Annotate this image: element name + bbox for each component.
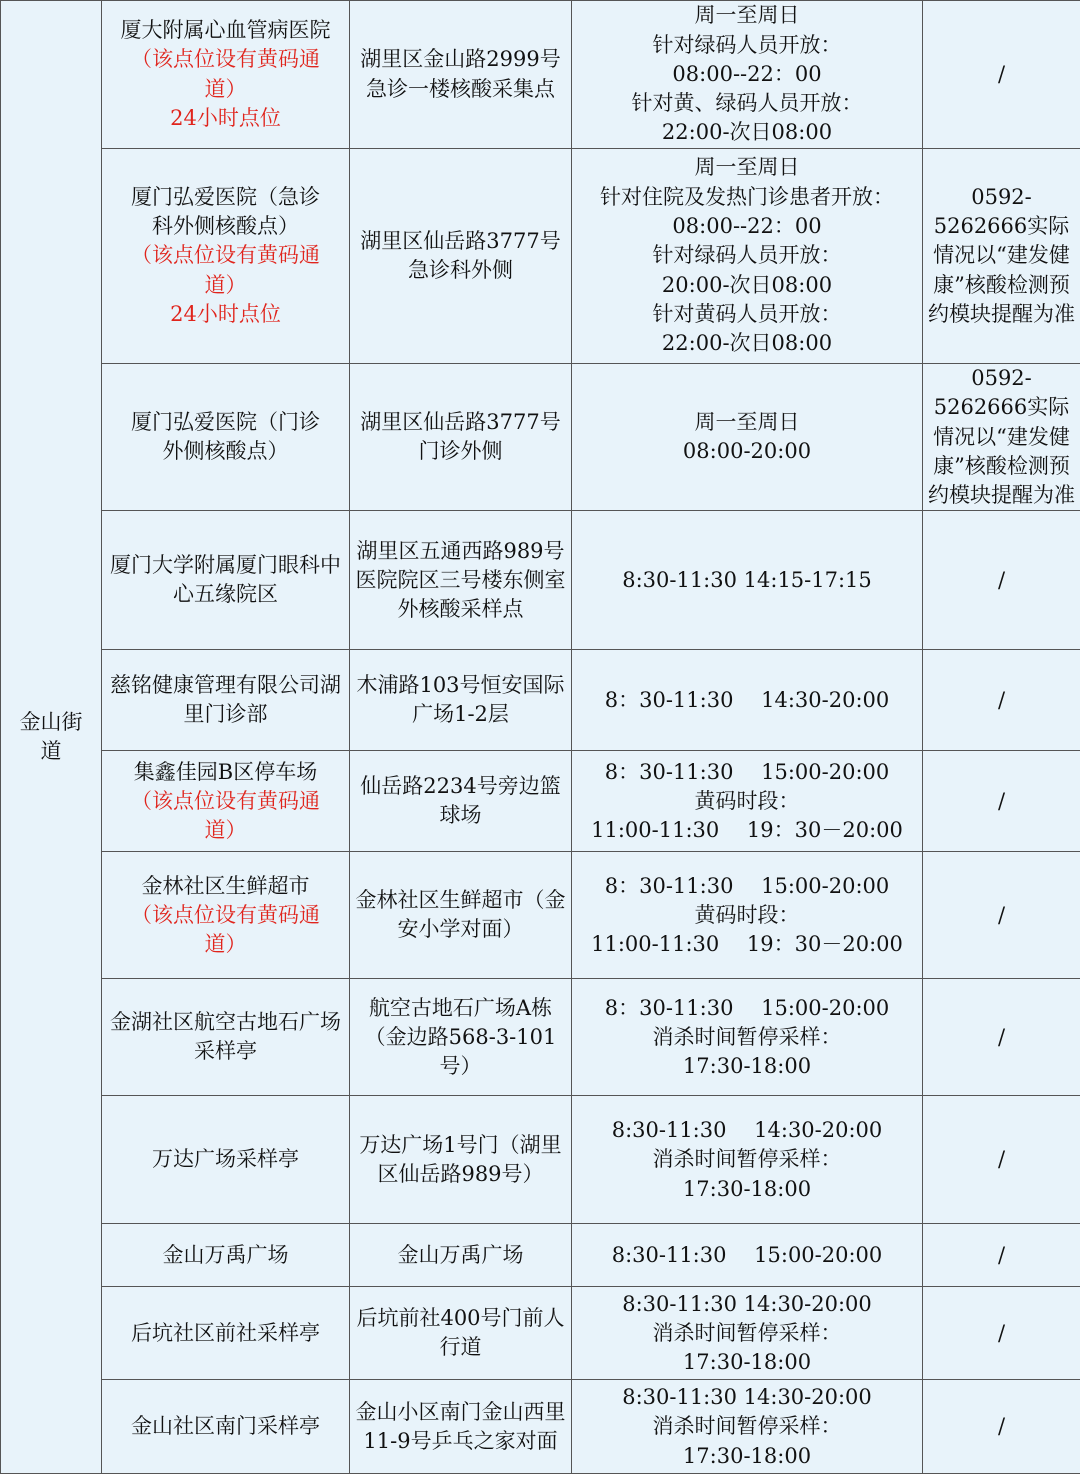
phone-cell	[923, 1224, 1080, 1287]
address-cell	[350, 751, 572, 852]
table-row	[1, 149, 1080, 364]
address: 湖里区仙岳路3777号急诊科外侧	[360, 229, 560, 282]
site-name: 集鑫佳园B区停车场	[106, 758, 345, 787]
phone: /	[998, 688, 1005, 712]
hours-line: 8：30-11:30 15:00-20:00	[576, 758, 918, 787]
hours-line: 8:30-11:30 14:30-20:00	[576, 1383, 918, 1412]
hours-line: 8：30-11:30 15:00-20:00	[576, 994, 918, 1023]
hours-line: 针对绿码人员开放：	[576, 31, 918, 60]
hours-cell	[572, 1096, 923, 1224]
hours-line: 黄码时段：	[576, 787, 918, 816]
address-cell	[350, 1380, 572, 1474]
hours-cell	[572, 149, 923, 364]
hours-line: 17:30-18:00	[576, 1175, 918, 1204]
phone-cell	[923, 1, 1080, 149]
address-cell	[350, 979, 572, 1096]
hours-cell	[572, 751, 923, 852]
site-name-cell	[102, 511, 350, 650]
hours-line: 8：30-11:30 15:00-20:00	[576, 872, 918, 901]
phone: /	[998, 1414, 1005, 1438]
yellow-code-note: （该点位设有黄码通道）	[106, 45, 345, 104]
phone: /	[998, 568, 1005, 592]
site-name-cell	[102, 1, 350, 149]
table-row	[1, 511, 1080, 650]
site-name: 金山万禹广场	[106, 1241, 345, 1270]
hours-line: 周一至周日	[576, 1, 918, 30]
site-name: 慈铭健康管理有限公司湖里门诊部	[106, 671, 345, 730]
phone-cell	[923, 1287, 1080, 1380]
hours-line: 08:00--22：00	[576, 212, 918, 241]
site-name: 万达广场采样亭	[106, 1145, 345, 1174]
address-cell	[350, 1224, 572, 1287]
address: 金山小区南门金山西里11-9号乒乓之家对面	[356, 1400, 566, 1453]
site-name-cell	[102, 979, 350, 1096]
site-name-cell	[102, 852, 350, 979]
phone: 0592-5262666实际情况以“建发健康”核酸检测预约模块提醒为准	[928, 185, 1075, 326]
yellow-code-note: （该点位设有黄码通道）	[106, 787, 345, 846]
hours-line: 08:00--22：00	[576, 60, 918, 89]
24h-note: 24小时点位	[106, 104, 345, 133]
hours-line: 8:30-11:30 14:15-17:15	[576, 566, 918, 595]
phone-cell	[923, 511, 1080, 650]
address-cell	[350, 650, 572, 751]
hours-line: 周一至周日	[576, 153, 918, 182]
hours-line: 周一至周日	[576, 408, 918, 437]
hours-line: 17:30-18:00	[576, 1348, 918, 1377]
hours-line: 消杀时间暂停采样：	[576, 1319, 918, 1348]
address-cell	[350, 1096, 572, 1224]
phone-cell	[923, 1380, 1080, 1474]
hours-cell	[572, 511, 923, 650]
street-cell	[1, 1, 102, 1474]
address-cell	[350, 364, 572, 511]
phone: 0592-5262666实际情况以“建发健康”核酸检测预约模块提醒为准	[928, 366, 1075, 507]
phone-cell	[923, 364, 1080, 511]
hours-cell	[572, 1287, 923, 1380]
table-row	[1, 1, 1080, 149]
hours-line: 8:30-11:30 15:00-20:00	[576, 1241, 918, 1270]
hours-line: 针对黄、绿码人员开放：	[576, 89, 918, 118]
address-detail: 医院院区三号楼东侧室外核酸采样点	[354, 566, 567, 625]
address: 湖里区仙岳路3777号门诊外侧	[360, 410, 560, 463]
hours-line: 黄码时段：	[576, 901, 918, 930]
address: 万达广场1号门（湖里区仙岳路989号）	[359, 1133, 561, 1186]
hours-line: 22:00-次日08:00	[576, 118, 918, 147]
hours-line: 消杀时间暂停采样：	[576, 1023, 918, 1052]
hours-line: 11:00-11:30 19：30－20:00	[576, 816, 918, 845]
hours-line: 针对黄码人员开放：	[576, 300, 918, 329]
address: 湖里区金山路2999号急诊一楼核酸采集点	[360, 47, 560, 100]
address: 金山万禹广场	[398, 1243, 524, 1267]
site-name: 厦门弘爱医院（急诊科外侧核酸点）	[106, 183, 345, 242]
table-row	[1, 1380, 1080, 1474]
phone-cell	[923, 979, 1080, 1096]
hours-cell	[572, 1, 923, 149]
phone-cell	[923, 751, 1080, 852]
hours-cell	[572, 979, 923, 1096]
phone: /	[998, 789, 1005, 813]
phone: /	[998, 1025, 1005, 1049]
address: 湖里区五通西路989号	[354, 537, 567, 566]
table-row	[1, 364, 1080, 511]
site-name: 后坑社区前社采样亭	[106, 1319, 345, 1348]
address: 后坑前社400号门前人行道	[356, 1306, 564, 1359]
hours-line: 17:30-18:00	[576, 1442, 918, 1471]
address: 木浦路103号恒安国际广场1-2层	[356, 673, 564, 726]
yellow-code-note: （该点位设有黄码通道）	[106, 901, 345, 960]
hours-line: 消杀时间暂停采样：	[576, 1412, 918, 1441]
phone-cell	[923, 852, 1080, 979]
site-name-cell	[102, 364, 350, 511]
site-name-cell	[102, 1380, 350, 1474]
address-cell	[350, 149, 572, 364]
site-name-cell	[102, 650, 350, 751]
site-name: 厦门大学附属厦门眼科中心五缘院区	[106, 551, 345, 610]
phone-cell	[923, 1096, 1080, 1224]
hours-cell	[572, 1380, 923, 1474]
hours-line: 8:30-11:30 14:30-20:00	[576, 1290, 918, 1319]
phone: /	[998, 1147, 1005, 1171]
hours-line: 消杀时间暂停采样：	[576, 1145, 918, 1174]
site-name: 金湖社区航空古地石广场采样亭	[106, 1008, 345, 1067]
table-row	[1, 751, 1080, 852]
address-cell	[350, 1, 572, 149]
hours-cell	[572, 650, 923, 751]
hours-cell	[572, 852, 923, 979]
hours-line: 08:00-20:00	[576, 437, 918, 466]
phone-cell	[923, 149, 1080, 364]
site-name-cell	[102, 149, 350, 364]
address: 仙岳路2234号旁边篮球场	[360, 774, 560, 827]
site-name-cell	[102, 751, 350, 852]
table-row	[1, 979, 1080, 1096]
hours-line: 22:00-次日08:00	[576, 329, 918, 358]
hours-line: 20:00-次日08:00	[576, 271, 918, 300]
table-row	[1, 1287, 1080, 1380]
hours-cell	[572, 364, 923, 511]
site-name: 金山社区南门采样亭	[106, 1412, 345, 1441]
hours-line: 针对绿码人员开放：	[576, 241, 918, 270]
street-name: 金山街道	[13, 708, 89, 767]
table-row	[1, 650, 1080, 751]
phone: /	[998, 1243, 1005, 1267]
hours-line: 11:00-11:30 19：30－20:00	[576, 930, 918, 959]
24h-note: 24小时点位	[106, 300, 345, 329]
site-name: 厦门弘爱医院（门诊外侧核酸点）	[106, 408, 345, 467]
site-name-cell	[102, 1287, 350, 1380]
site-name-cell	[102, 1096, 350, 1224]
phone: /	[998, 1321, 1005, 1345]
hours-cell	[572, 1224, 923, 1287]
address: 航空古地石广场A栋（金边路568-3-101号）	[365, 996, 557, 1079]
address: 金林社区生鲜超市（金安小学对面）	[356, 888, 566, 941]
site-name: 金林社区生鲜超市	[106, 872, 345, 901]
hours-line: 17:30-18:00	[576, 1052, 918, 1081]
phone-cell	[923, 650, 1080, 751]
phone: /	[998, 62, 1005, 86]
phone: /	[998, 903, 1005, 927]
address-cell	[350, 1287, 572, 1380]
hours-line: 针对住院及发热门诊患者开放：	[576, 183, 918, 212]
address-cell	[350, 511, 572, 650]
table-row	[1, 1096, 1080, 1224]
site-name-cell	[102, 1224, 350, 1287]
yellow-code-note: （该点位设有黄码通道）	[106, 241, 345, 300]
address-cell	[350, 852, 572, 979]
site-name: 厦大附属心血管病医院	[106, 16, 345, 45]
hours-line: 8:30-11:30 14:30-20:00	[576, 1116, 918, 1145]
table-row	[1, 1224, 1080, 1287]
hours-line: 8：30-11:30 14:30-20:00	[576, 686, 918, 715]
table-row	[1, 852, 1080, 979]
